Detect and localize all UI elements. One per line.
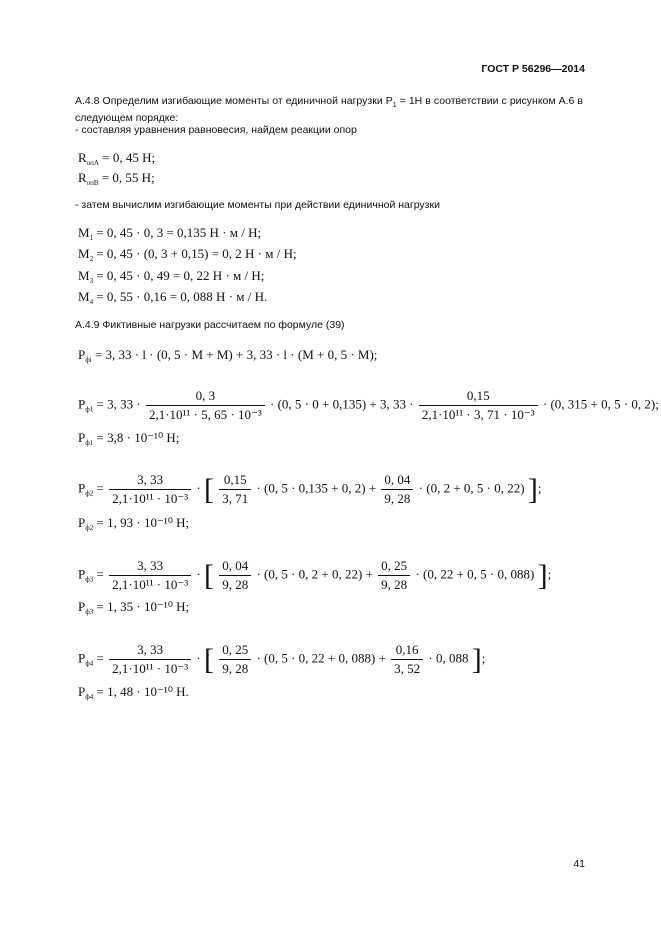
step-moments: - затем вычислим изгибающие моменты при действии единичной нагрузки [75, 199, 440, 211]
formula-pf1: $P_{ф1} = 3$, 33 · $\frac{0, 3}{\text{2,1·10¹¹ · 5, 65 · 10⁻³}}$ · (0, 5 · 0 + 0,135) + 3, 33 · $\frac{0,15}{\text{2,1·10¹¹ · 3, 71 · 10⁻³}}$ · (0, 315 + 0, 5 · 0, 2); [78, 388, 659, 422]
result-pf4: $P_{ф4} = 1$, 48 · 10⁻¹⁰ Н. [78, 684, 189, 701]
formula-pf4: $P_{ф4}$ = $\frac{3, 33}{\text{2,1·10¹¹ · 10⁻³}}$ · [ $\frac{0, 25}{9, 28}$ · (0, 5 · 0, 22 + 0, 088) + $\frac{0,16}{3, 52}$ · 0, 088 ]; [78, 642, 486, 676]
formula-m3: $M_3 = 0$, 45 · 0, 49 = 0, 22 Н · м / Н; [78, 268, 265, 285]
paragraph-a48: А.4.8 Определим изгибающие моменты от единичной нагрузки $Р_1 = 1Н$ в соответствии с рисунком А.6 в следующем порядке: [75, 95, 584, 124]
result-pf3: $P_{ф3} = 1$, 35 · 10⁻¹⁰ Н; [78, 599, 190, 616]
result-pf2: $P_{ф2} = 1$, 93 · 10⁻¹⁰ Н; [78, 515, 190, 532]
formula-r-opB: $R_{опВ} = 0$, 55 Н; [78, 170, 155, 187]
result-pf1: $P_{ф1} = 3,8 \cdot 10^{-10}$ Н; [78, 430, 180, 447]
formula-general: $P_{фi} = 3$, 33 · l · (0, 5 · M + M) + 3, 33 · l · (M + 0, 5 · M); [78, 347, 378, 364]
formula-m1: $M_1 = 0$, 45 · 0, 3 = 0,135 Н · м / Н; [78, 225, 262, 242]
section-a49-title: А.4.9 Фиктивные нагрузки рассчитаем по формуле (39) [75, 319, 345, 331]
formula-pf3: $P_{ф3}$ = $\frac{3, 33}{\text{2,1·10¹¹ · 10⁻³}}$ · [ $\frac{0, 04}{9, 28}$ · (0, 5 · 0, 2 + 0, 22) + $\frac{0, 25}{9, 28}$ · (0, 22 + 0, 5 · 0, 088) ]; [78, 558, 552, 592]
step-reactions: - составляя уравнения равновесия, найдем реакции опор [75, 124, 357, 136]
formula-pf2: $P_{ф2}$ = $\frac{3, 33}{\text{2,1·10¹¹ · 10⁻³}}$ · [ $\frac{0,15}{3, 71}$ · (0, 5 · 0,135 + 0, 2) + $\frac{0, 04}{9, 28}$ · (0, 2 + 0, 5 · 0, 22) ]; [78, 472, 542, 506]
formula-m2: $M_2 = 0$, 45 · (0, 3 + 0,15) = 0, 2 Н · м / Н; [78, 246, 297, 263]
formula-r-opA: $R_{опА} = 0$, 45 Н; [78, 150, 156, 167]
standard-header: ГОСТ Р 56296—2014 [481, 63, 585, 75]
page-number: 41 [573, 858, 585, 870]
formula-m4: $M_4 = 0$, 55 · 0,16 = 0, 088 Н · м / Н. [78, 289, 268, 306]
